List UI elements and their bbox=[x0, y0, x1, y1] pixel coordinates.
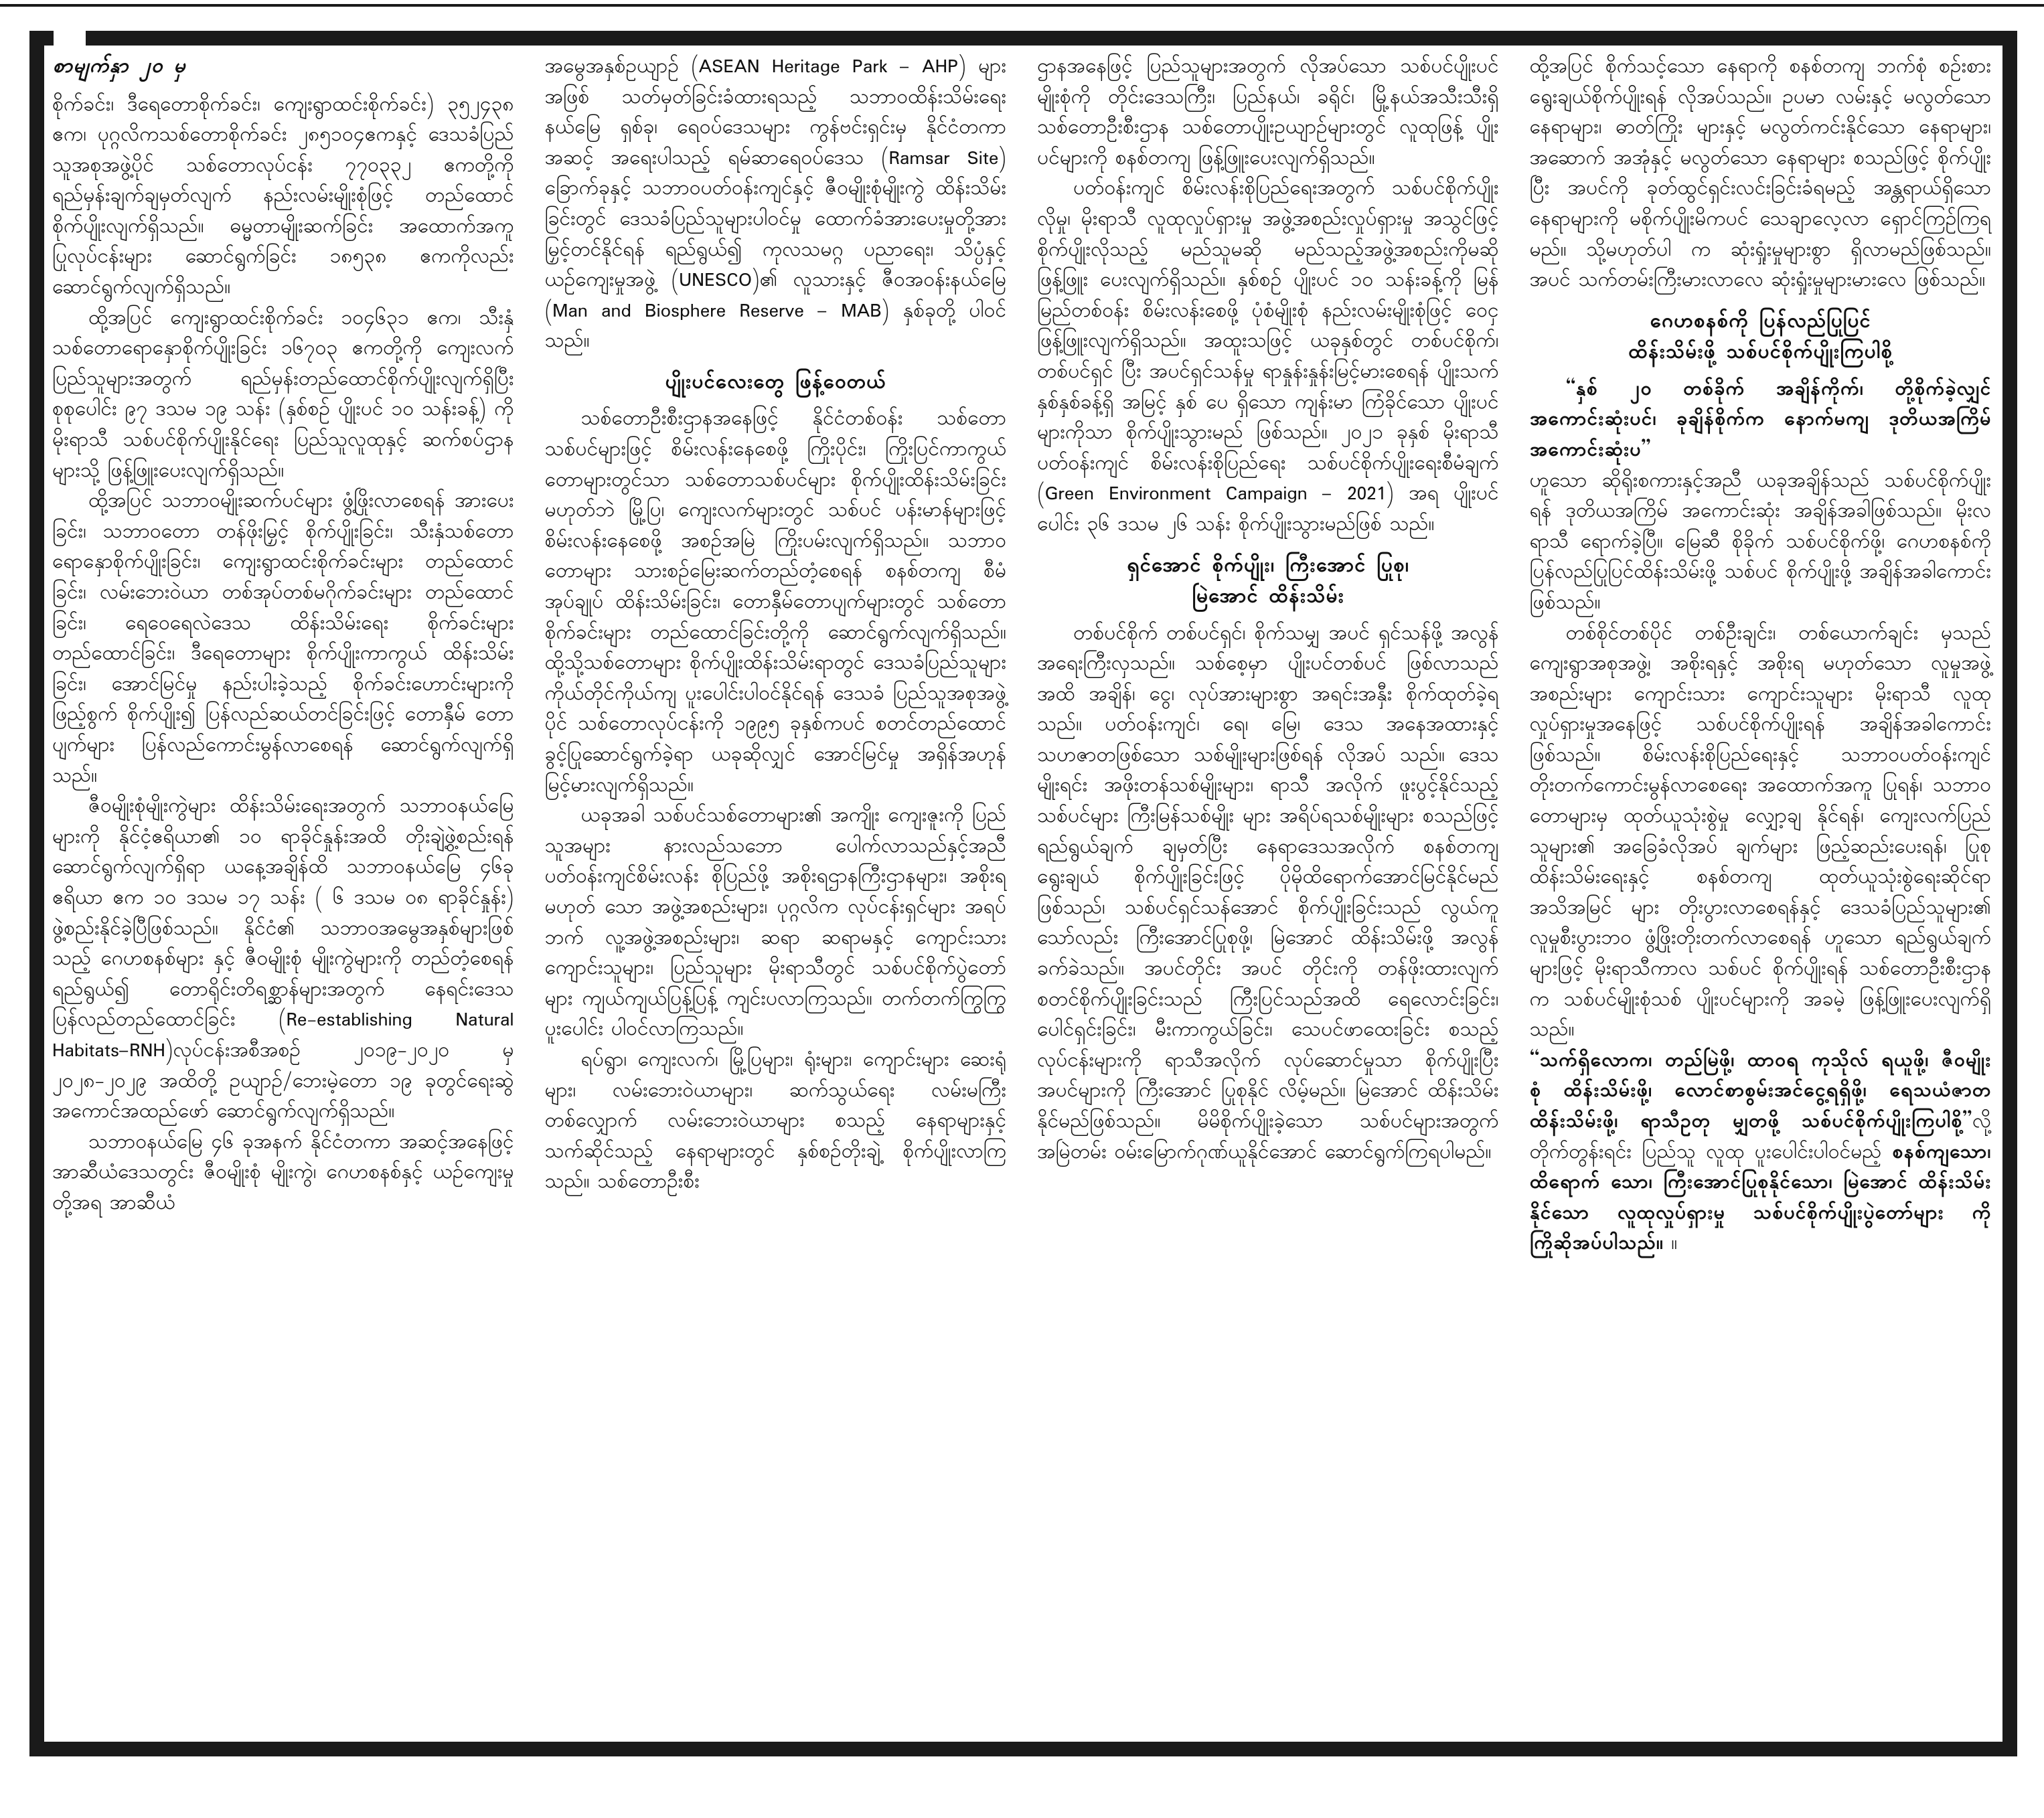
closing-tail-text: လို့ တိုက်တွန်းရင်း ပြည်သူ လူထု ပူးပေါင်းပါဝင်မည့် bbox=[1529, 1107, 1991, 1168]
article-columns bbox=[52, 52, 1991, 1726]
paragraph: တစ်ပင်စိုက် တစ်ပင်ရှင်၊ စိုက်သမျှ အပင် ရှင်သန်ဖို့ အလွန်အရေးကြီးလှသည်။ သစ်စေ့မှာ ပျိုးပင်တစ်ပင် ဖြစ်လာသည်အထိ အချိန်၊ ငွေ၊ လုပ်အားများစွာ အရင်းအနှီး စိုက်ထုတ်ခဲ့ရသည်။ ပတ်ဝန်းကျင်၊ ရေ၊ မြေ၊ ဒေသ အနေအထားနှင့် သဟဇာတဖြစ်သော သစ်မျိုးများဖြစ်ရန် လိုအပ် သည်။ ဒေသမျိုးရင်း အဖိုးတန်သစ်မျိုးများ၊ ရာသီ အလိုက် ဖူးပွင့်နိုင်သည့် သစ်ပင်များ ကြီးမြန်သစ်မျိုး များ အရိပ်ရသစ်မျိုးများ စသည်ဖြင့် ရည်ရွယ်ချက် ချမှတ်ပြီး နေရာဒေသအလိုက် စနစ်တကျ ရွေးချယ် စိုက်ပျိုးခြင်းဖြင့် ပိုမိုထိရောက်အောင်မြင်နိုင်မည် ဖြစ်သည်၊ သစ်ပင်ရှင်သန်အောင် စိုက်ပျိုးခြင်းသည် လွယ်ကူသော်လည်း ကြီးအောင်ပြုစုဖို့၊ မြဲအောင် ထိန်းသိမ်းဖို့ အလွန်ခက်ခဲသည်။ အပင်တိုင်း အပင် တိုင်းကို တန်ဖိုးထားလျက် စတင်စိုက်ပျိုးခြင်းသည် ကြီးပြင်သည်အထိ ရေလောင်းခြင်း၊ ပေါင်ရှင်းခြင်း၊ မီးကာကွယ်ခြင်း၊ သေပင်ဖာထေးခြင်း စသည့် လုပ်ငန်းများကို ရာသီအလိုက် လုပ်ဆောင်မှုသာ စိုက်ပျိုးပြီး အပင်များကို ကြီးအောင် ပြုစုနိုင် လိမ့်မည်။ မြဲအောင် ထိန်းသိမ်းနိုင်မည်ဖြစ်သည်။ မိမိစိုက်ပျိုးခဲ့သော သစ်ပင်များအတွက် အမြဲတမ်း ဝမ်းမြောက်ဂုဏ်ယူနိုင်အောင် ဆောင်ရွက်ကြရပါမည်။ bbox=[1037, 618, 1499, 1168]
paragraph: တစ်စိုင်တစ်ပိုင် တစ်ဦးချင်း၊ တစ်ယောက်ချင်း မှသည် ကျေးရွာအစုအဖွဲ့၊ အစိုးရနှင့် အစိုးရ မဟုတ်သော လူမှုအဖွဲ့အစည်းများ ကျောင်းသား ကျောင်းသူများ မိုးရာသီ လူထုလှုပ်ရှားမှုအနေဖြင့် သစ်ပင်စိုက်ပျိုးရန် အချိန်အခါကောင်းဖြစ်သည်။ စိမ်းလန်းစိုပြည်ရေးနှင့် သဘာဝပတ်ဝန်းကျင် တိုးတက်ကောင်းမွန်လာစေရေး အထောက်အကူ ပြုရန်၊ သဘာဝတောများမှ ထုတ်ယူသုံးစွဲမှု လျှော့ချ နိုင်ရန်၊ ကျေးလက်ပြည်သူများ၏ အခြေခံလိုအပ် ချက်များ ဖြည့်ဆည်းပေးရန်၊ ပြုစုထိန်းသိမ်းရေးနှင့် စနစ်တကျ ထုတ်ယူသုံးစွဲရေးဆိုင်ရာ အသိအမြင် များ တိုးပွားလာစေရန်နှင့် ဒေသခံပြည်သူများ၏ လူမှုစီးပွားဘဝ ဖွံ့ဖြိုးတိုးတက်လာစေရန် ဟူသော ရည်ရွယ်ချက်များဖြင့် မိုးရာသီကာလ သစ်ပင် စိုက်ပျိုးရန် သစ်တောဦးစီးဌာနက သစ်ပင်မျိုးစုံသစ် ပျိုးပင်များကို အခမဲ့ ဖြန့်ဖြူးပေးလျက်ရှိသည်။ bbox=[1529, 618, 1991, 1046]
pull-quote-closing-slogan: “သက်ရှိလောက၊ တည်မြဲဖို့၊ ထာဝရ ကုသိုလ် ရယူဖို့၊ ဇီဝမျိုးစုံ ထိန်းသိမ်းဖို့၊ လောင်စာစွမ်းအင်ငွေ့ရရှိဖို့၊ ရေသယံဇာတ ထိန်းသိမ်းဖို့၊ ရာသီဥတု မျှတဖို့ သစ်ပင်စိုက်ပျိုးကြပါစို့” bbox=[1529, 1046, 1991, 1137]
article-column-3 bbox=[1037, 52, 1499, 1726]
paragraph: ထို့အပြင် စိုက်သင့်သော နေရာကို စနစ်တကျ ဘက်စုံ စဉ်းစားရွေးချယ်စိုက်ပျိုးရန် လိုအပ်သည်။ ဥပမာ လမ်းနှင့် မလွတ်သော နေရာများ၊ ဓာတ်ကြိုး များနှင့် မလွတ်ကင်းနိုင်သော နေရာများ၊ အဆောက် အအုံနှင့် မလွတ်သော နေရာများ စသည်ဖြင့် စိုက်ပျိုးပြီး အပင်ကို ခုတ်ထွင်ရှင်းလင်းခြင်းခံရမည့် အန္တရာယ်ရှိသော နေရာများကို မစိုက်ပျိုးမိကပင် သေချာလေ့လာ ရှောင်ကြဉ်ကြရမည်။ သို့မဟုတ်ပါ က ဆုံးရှုံးမှုများစွာ ရှိလာမည်ဖြစ်သည်။ အပင် သက်တမ်းကြီးမားလာလေ ဆုံးရှုံးမှုများမားလေ ဖြစ်သည်။ bbox=[1529, 52, 1991, 297]
frame-border-bottom bbox=[29, 1742, 2017, 1756]
closing-tail-bold: စနစ်ကျသော၊ ထိရောက် သော၊ ကြီးအောင်ပြုစုနိုင်သော၊ မြဲအောင် ထိန်းသိမ်း နိုင်သော လူထုလှုပ်ရှားမှု သစ်ပင်စိုက်ပျိုးပွဲတော်များ ကို ကြိုဆိုအပ်ပါသည်။ bbox=[1529, 1137, 1991, 1260]
section-subheading-plant-grow-maintain bbox=[1037, 552, 1499, 614]
continuation-kicker: စာမျက်နှာ ၂၀ မှ bbox=[52, 52, 185, 83]
top-hairline-rule bbox=[0, 4, 2044, 7]
subheading-line-2: ထိန်းသိမ်းဖို့ သစ်ပင်စိုက်ပျိုးကြပါစို့ bbox=[1628, 338, 1893, 369]
section-subheading-seedling-distribution: ပျိုးပင်လေးတွေ ဖြန့်ဝေတယ် bbox=[665, 367, 886, 399]
article-column-1 bbox=[52, 52, 514, 1726]
paragraph: သစ်တောဦးစီးဌာနအနေဖြင့် နိုင်ငံတစ်ဝန်း သစ်တောသစ်ပင်များဖြင့် စိမ်းလန်းနေစေဖို့ ကြိုးပိုင်း၊ ကြိုးပြင်ကာကွယ်တောများတွင်သာ သစ်တောသစ်ပင်များ စိုက်ပျိုးထိန်းသိမ်းခြင်း မဟုတ်ဘဲ မြို့ပြ၊ ကျေးလက်များတွင် သစ်ပင် ပန်းမာန်များဖြင့် စိမ်းလန်းနေစေဖို့ အစဉ်အမြဲ ကြိုးပမ်းလျက်ရှိသည်။ သဘာဝတောများ သားစဉ်မြေးဆက်တည်တံ့စေရန် စနစ်တကျ စီမံအုပ်ချုပ် ထိန်းသိမ်းခြင်း၊ တောနှီမ်တောပျက်များတွင် သစ်တောစိုက်ခင်းများ တည်ထောင်ခြင်းတို့ကို ဆောင်ရွက်လျက်ရှိသည်။ ထို့သို့သစ်တောများ စိုက်ပျိုးထိန်းသိမ်းရာတွင် ဒေသခံပြည်သူများကိုယ်တိုင်ကိုယ်ကျ ပူးပေါင်းပါဝင်နိုင်ရန် ဒေသခံ ပြည်သူအစုအဖွဲ့ပိုင် သစ်တောလုပ်ငန်းကို ၁၉၉၅ ခုနှစ်ကပင် စတင်တည်ထောင်ခွင့်ပြုဆောင်ရွက်ခဲ့ရာ ယခုဆိုလျှင် အောင်မြင်မှု အရှိန်အဟုန် မြင့်မားလျက်ရှိသည်။ bbox=[544, 404, 1006, 801]
article-column-2 bbox=[545, 52, 1007, 1726]
paragraph: အမွေအနှစ်ဥယျာဉ် (ASEAN Heritage Park – AHP) များအဖြစ် သတ်မှတ်ခြင်းခံထားရသည့် သဘာဝထိန်းသိမ်းရေးနယ်မြေ ရှစ်ခု၊ ရေဝပ်ဒေသများ ကွန်ဗင်းရှင်းမှ နိုင်ငံတကာအဆင့် အရေးပါသည့် ရမ်ဆာရေဝပ်ဒေသ (Ramsar Site) ခြောက်ခုနှင့် သဘာဝပတ်ဝန်းကျင်နှင့် ဇီဝမျိုးစုံမျိုးကွဲ ထိန်းသိမ်းခြင်းတွင် ဒေသခံပြည်သူများပါဝင်မှု ထောက်ခံအားပေးမှုတို့အား မြှင့်တင်နိုင်ရန် ရည်ရွယ်၍ ကုလသမဂ္ဂ ပညာရေး၊ သိပ္ပံနှင့် ယဉ်ကျေးမှုအဖွဲ့ (UNESCO)၏ လူသားနှင့် ဇီဝအဝန်းနယ်မြေ (Man and Biosphere Reserve – MAB) နှစ်ခုတို့ ပါဝင်သည်။ bbox=[544, 52, 1006, 357]
section-subheading-restore-ecosystem bbox=[1530, 307, 1992, 369]
paragraph: စိုက်ခင်း၊ ဒီရေတောစိုက်ခင်း၊ ကျေးရွာထင်းစိုက်ခင်း) ၃၅၂၄၃၈ ဧက၊ ပုဂ္ဂလိကသစ်တောစိုက်ခင်း ၂၈၅၁၀၄ဧကနှင့် ဒေသခံပြည်သူအစုအဖွဲ့ပိုင် သစ်တောလုပ်ငန်း ၇၇၀၃၃၂ ဧကတို့ကို ရည်မှန်းချက်ချမှတ်လျက် နည်းလမ်းမျိုးစုံဖြင့် တည်ထောင်စိုက်ပျိုးလျက်ရှိသည်။ ဓမ္မတာမျိုးဆက်ခြင်း အထောက်အကူပြုလုပ်ငန်းများ ဆောင်ရွက်ခြင်း ၁၈၅၃၈ ဧကကိုလည်း ဆောင်ရွက်လျက်ရှိသည်။ bbox=[52, 90, 514, 304]
frame-border-left bbox=[29, 31, 44, 1756]
article-column-4 bbox=[1530, 52, 1992, 1726]
paragraph: သဘာဝနယ်မြေ ၄၆ ခုအနက် နိုင်ငံတကာ အဆင့်အနေဖြင့် အာဆီယံဒေသတွင်း ဇီဝမျိုးစုံ မျိုးကွဲ၊ ဂေဟစနစ်နှင့် ယဉ်ကျေးမှုတို့အရ အာဆီယံ bbox=[52, 1127, 514, 1219]
paragraph: ပတ်ဝန်းကျင် စိမ်းလန်းစိုပြည်ရေးအတွက် သစ်ပင်စိုက်ပျိုးလိုမှု၊ မိုးရာသီ လူထုလှုပ်ရှားမှု အဖွဲ့အစည်းလှုပ်ရှားမှု အသွင်ဖြင့် စိုက်ပျိုးလိုသည့် မည်သူမဆို မည်သည့်အဖွဲ့အစည်းကိုမဆို ဖြန့်ဖြူး ပေးလျက်ရှိသည်။ နှစ်စဉ် ပျိုးပင် ၁၀ သန်းခန့်ကို မြန်မြည်တစ်ဝန်း စိမ်းလန်းစေဖို့ ပုံစံမျိုးစုံ နည်းလမ်းမျိုးစုံဖြင့် ဝေငှဖြန့်ဖြူးလျက်ရှိသည်။ အထူးသဖြင့် ယခုနှစ်တွင် တစ်ပင်စိုက်၊ တစ်ပင်ရှင် ပြီး အပင်ရှင်သန်မှု ရာနှုန်းနှုန်းမြင့်မားစေရန် ပျိုးသက် နှစ်နှစ်ခန့်ရှိ အမြင့် နှစ် ပေ ရှိသော ကျန်းမာ ကြံခိုင်သော ပျိုးပင်များကိုသာ စိုက်ပျိုးသွားမည် ဖြစ်သည်။ ၂၀၂၁ ခုနှစ် မိုးရာသီ ပတ်ဝန်းကျင် စိမ်းလန်းစိုပြည်ရေး သစ်ပင်စိုက်ပျိုးရေးစီမံချက် (Green Environment Campaign – 2021) အရ ပျိုးပင်ပေါင်း ၃၆ ဒသမ ၂၆ သန်း စိုက်ပျိုးသွားမည်ဖြစ် သည်။ bbox=[1037, 174, 1499, 540]
pull-quote-planting-proverb: “နှစ် ၂၀ တစ်ခိုက် အချိန်ကိုက်၊ တို့စိုက်ခဲ့လျှင် အကောင်းဆုံးပင်၊ ခုချိန်စိုက်က နောက်မကျ ဒုတိယအကြိမ် အကောင်းဆုံးပ” bbox=[1529, 374, 1991, 466]
closing-paragraph bbox=[1530, 1046, 1992, 1260]
subheading-line-2: မြဲအောင် ထိန်းသိမ်း bbox=[1191, 582, 1344, 613]
subheading-line-1: ရှင်အောင် စိုက်ပျိုး၊ ကြီးအောင် ပြုစု၊ bbox=[1126, 551, 1409, 582]
closing-end-mark: ။ bbox=[1663, 1229, 1678, 1260]
paragraph: ယခုအခါ သစ်ပင်သစ်တောများ၏ အကျိုး ကျေးဇူးကို ပြည်သူအများ နားလည်သဘော ပေါက်လာသည်နှင့်အညီ ပတ်ဝန်းကျင်စိမ်းလန်း စိုပြည်ဖို့ အစိုးရဌာနကြီးဌာနများ၊ အစိုးရ မဟုတ် သော အဖွဲ့အစည်းများ၊ ပုဂ္ဂလိက လုပ်ငန်းရှင်များ အရပ်ဘက် လူ့အဖွဲ့အစည်းများ၊ ဆရာ ဆရာမနှင့် ကျောင်းသား ကျောင်းသူများ၊ ပြည်သူများ မိုးရာသီတွင် သစ်ပင်စိုက်ပွဲတော်များ ကျယ်ကျယ်ပြန့်ပြန့် ကျင်းပလာကြသည်။ တက်တက်ကြွကြွ ပူးပေါင်း ပါဝင်လာကြသည်။ bbox=[544, 801, 1006, 1046]
paragraph: ရပ်ရွာ၊ ကျေးလက်၊ မြို့ပြများ၊ ရုံးများ၊ ကျောင်းများ ဆေးရုံများ၊ လမ်းဘေးဝဲယာများ၊ ဆက်သွယ်ရေး လမ်းမကြီးတစ်လျှောက် လမ်းဘေးဝဲယာများ စသည့် နေရာများနှင့် သက်ဆိုင်သည့် နေရာများတွင် နှစ်စဉ်တိုးချဲ့ စိုက်ပျိုးလာကြသည်။ သစ်တောဦးစီး bbox=[544, 1045, 1006, 1198]
paragraph: ထို့အပြင် သဘာဝမျိုးဆက်ပင်များ ဖွံ့ဖြိုးလာစေရန် အားပေးခြင်း၊ သဘာဝတော တန်ဖိုးမြှင့် စိုက်ပျိုးခြင်း၊ သီးနှံသစ်တော ရောနှောစိုက်ပျိုးခြင်း၊ ကျေးရွာထင်းစိုက်ခင်းများ တည်ထောင်ခြင်း၊ လမ်းဘေးဝဲယာ တစ်အုပ်တစ်မဂိုက်ခင်းများ တည်ထောင်ခြင်း၊ ရေဝေရေလဲဒေသ ထိန်းသိမ်းရေး စိုက်ခင်းများ တည်ထောင်ခြင်း၊ ဒီရေတောများ စိုက်ပျိုးကာကွယ် ထိန်းသိမ်းခြင်း၊ အောင်မြင်မှု နည်းပါးခဲ့သည့် စိုက်ခင်းဟောင်းများကို ဖြည့်စွက် စိုက်ပျိုး၍ ပြန်လည်ဆယ်တင်ခြင်းဖြင့် တောနှီမ် တောပျက်များ ပြန်လည်ကောင်းမွန်လာစေရန် ဆောင်ရွက်လျက်ရှိသည်။ bbox=[52, 487, 514, 792]
paragraph: ဇီဝမျိုးစုံမျိုးကွဲများ ထိန်းသိမ်းရေးအတွက် သဘာဝနယ်မြေများကို နိုင်ငံ့ဧရိယာ၏ ၁၀ ရာခိုင်နှုန်းအထိ တိုးချဲ့ဖွဲ့စည်းရန် ဆောင်ရွက်လျက်ရှိရာ ယနေ့အချိန်ထိ သဘာဝနယ်မြေ ၄၆ခု ဧရိယာ ဧက ၁၀ ဒသမ ၁၇ သန်း ( ၆ ဒသမ ၀၈ ရာခိုင်နှုန်း) ဖွဲ့စည်းနိုင်ခဲ့ပြီဖြစ်သည်။ နိုင်ငံ၏ သဘာဝအမွေအနှစ်များဖြစ်သည့် ဂေဟစနစ်များ နှင့် ဇီဝမျိုးစုံ မျိုးကွဲများကို တည်တံ့စေရန် ရည်ရွယ်၍ တောရိုင်းတိရစ္ဆာန်များအတွက် နေရင်းဒေသ ပြန်လည်တည်ထောင်ခြင်း (Re-establishing Natural Habitats–RNH)လုပ်ငန်းအစီအစဉ် ၂၀၁၉-၂၀၂၀ မှ ၂၀၂၈-၂၀၂၉ အထိတို့ ဥယျာဉ်/ဘေးမဲ့တော ၁၉ ခုတွင်ရေးဆွဲအကောင်အထည်ဖော် ဆောင်ရွက်လျက်ရှိသည်။ bbox=[52, 792, 514, 1128]
subheading-line-1: ဂေဟစနစ်ကို ပြန်လည်ပြုပြင် bbox=[1650, 307, 1871, 338]
frame-border-right bbox=[2002, 31, 2017, 1756]
paragraph: ဟူသော ဆိုရိုးစကားနှင့်အညီ ယခုအချိန်သည် သစ်ပင်စိုက်ပျိုးရန် ဒုတိယအကြိမ် အကောင်းဆုံး အချိန်အခါဖြစ်သည်။ မိုးလရာသီ ရောက်ခဲ့ပြီ။ မြေဆီ စိုခိုက် သစ်ပင်စိုက်ဖို့၊ ဂေဟစနစ်ကို ပြန်လည်ပြုပြင်ထိန်းသိမ်းဖို့ သစ်ပင် စိုက်ပျိုးဖို့ အချိန်အခါကောင်း ဖြစ်သည်။ bbox=[1529, 466, 1991, 618]
paragraph: ဌာနအနေဖြင့် ပြည်သူများအတွက် လိုအပ်သော သစ်ပင်ပျိုးပင်မျိုးစုံကို တိုင်းဒေသကြီး၊ ပြည်နယ်၊ ခရိုင်၊ မြို့နယ်အသီးသီးရှိ သစ်တောဦးစီးဌာန သစ်တောပျိုးဥယျာဉ်များတွင် လူထုဖြန့် ပျိုးပင်များကို စနစ်တကျ ဖြန့်ဖြူးပေးလျက်ရှိသည်။ bbox=[1037, 52, 1499, 174]
paragraph: ထို့အပြင် ကျေးရွာထင်းစိုက်ခင်း ၁၀၄၆၃၁ ဧက၊ သီးနှံသစ်တောရောနှောစိုက်ပျိုးခြင်း ၁၆၇၀၃ ဧကတို့ကို ကျေးလက်ပြည်သူများအတွက် ရည်မှန်းတည်ထောင်စိုက်ပျိုးလျက်ရှိပြီး စုစုပေါင်း ၉၇ ဒသမ ၁၉ သန်း (နှစ်စဉ် ပျိုးပင် ၁၀ သန်းခန့်) ကို မိုးရာသီ သစ်ပင်စိုက်ပျိုးနိုင်ရေး ပြည်သူလူထုနှင့် ဆက်စပ်ဌာနများသို့ ဖြန့်ဖြူးပေးလျက်ရှိသည်။ bbox=[52, 303, 514, 487]
frame-border-top bbox=[86, 31, 2017, 46]
